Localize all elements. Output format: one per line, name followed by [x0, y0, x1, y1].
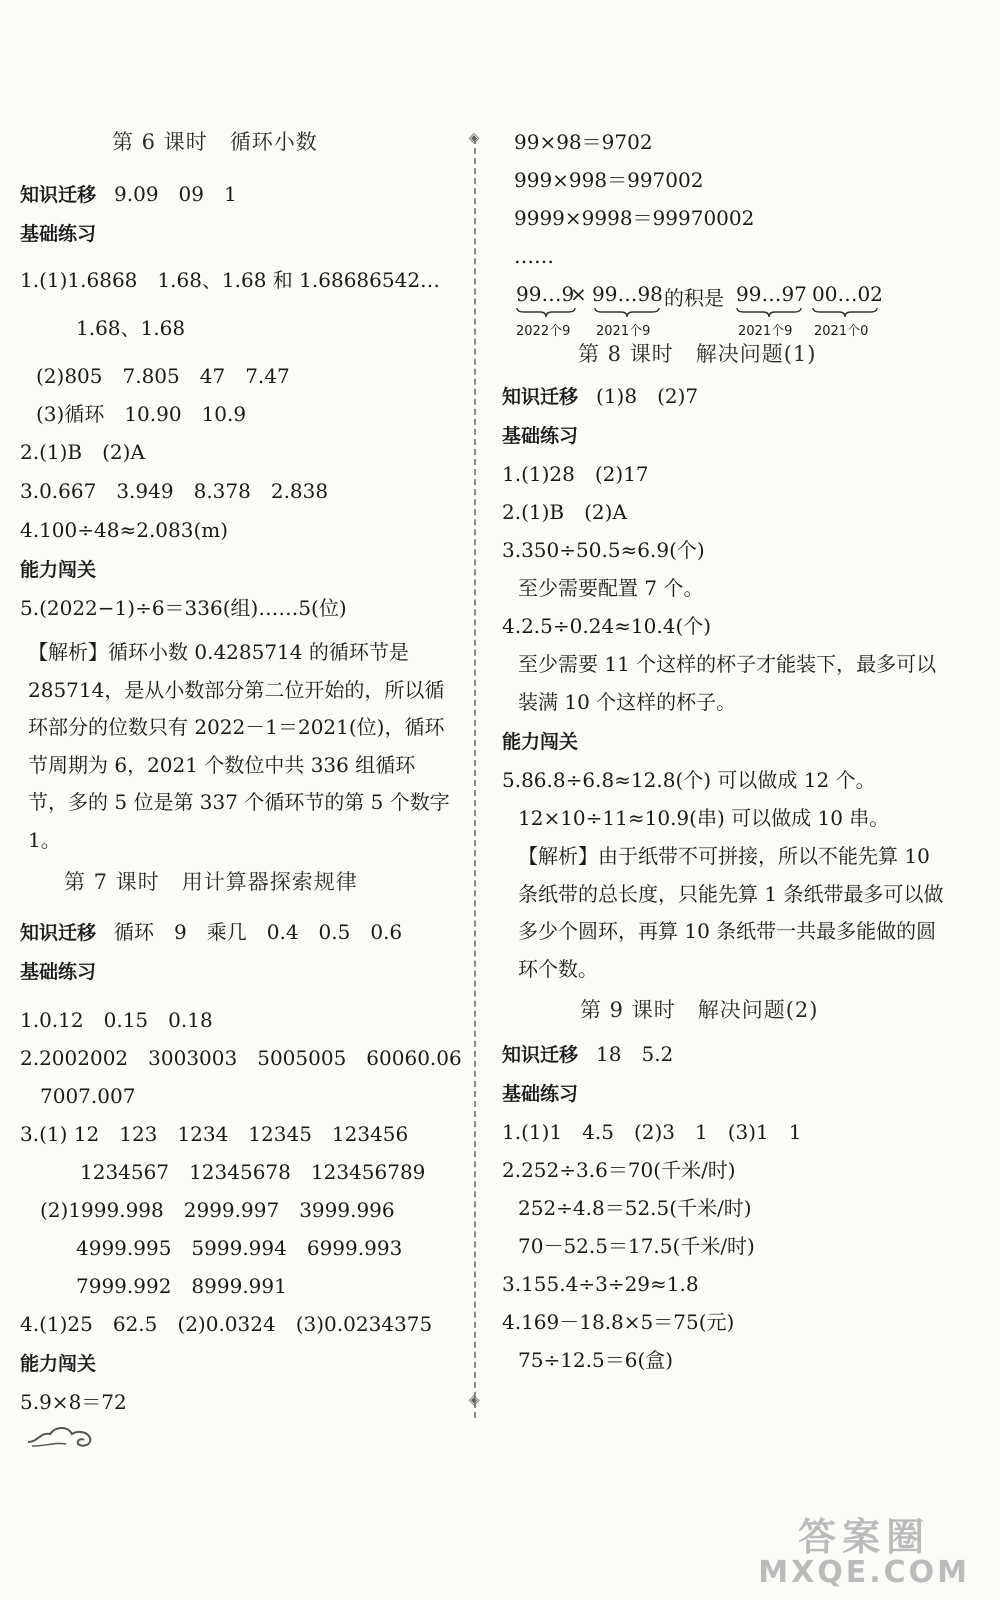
l9-q2-3: 70－52.5＝17.5(千米/时) [518, 1234, 755, 1258]
l7-basic-label: 基础练习 [20, 961, 97, 983]
l8-ability-label: 能力闯关 [502, 731, 579, 753]
cloud-ornament-icon [26, 1424, 96, 1450]
l6-q1a: 1.(1)1.6868 1.68、1.68 和 1.68686542… [20, 268, 441, 292]
r2: 999×998＝997002 [514, 168, 704, 192]
l7-knowledge: 知识迁移 循环 9 乘几 0.4 0.5 0.6 [20, 920, 403, 944]
l9-basic-label: 基础练习 [502, 1083, 579, 1105]
l9-q1: 1.(1)1 4.5 (2)3 1 (3)1 1 [502, 1120, 802, 1144]
l7-q3b: (2)1999.998 2999.997 3999.996 [40, 1198, 395, 1222]
l9-q2: 2.252÷3.6＝70(千米/时) [502, 1158, 736, 1182]
l8-q1: 1.(1)28 (2)17 [502, 462, 649, 486]
r3: 9999×9998＝99970002 [514, 206, 755, 230]
l8-q3: 3.350÷50.5≈6.9(个) [502, 538, 705, 562]
l6-analysis: 【解析】循环小数 0.4285714 的循环节是 285714，是从小数部分第二位开始的，所以循环部分的位数只有 2022－1＝2021(位)，循环节周期为 6，2021 个数位中共 336 组循环节，多的 5 位是第 337 个循环节的第 5 个数字 1。 [28, 640, 450, 852]
l8-q4-2: 至少需要 11 个这样的杯子才能装下，最多可以装满 10 个这样的杯子。 [518, 652, 937, 714]
lesson6-title: 第 6 课时 循环小数 [112, 130, 318, 154]
l8-basic-label: 基础练习 [502, 425, 579, 447]
l7-q4: 4.(1)25 62.5 (2)0.0324 (3)0.0234375 [20, 1312, 433, 1336]
l8-q5: 5.86.8÷6.8≈12.8(个) 可以做成 12 个。 [502, 768, 876, 792]
l6-q3: 3.0.667 3.949 8.378 2.838 [20, 479, 329, 503]
l8-q5-2: 12×10÷11≈10.9(串) 可以做成 10 串。 [518, 806, 890, 830]
knowledge-label: 知识迁移 [20, 184, 97, 206]
l7-q3b-2: 4999.995 5999.994 6999.993 [76, 1236, 403, 1260]
l9-q3: 3.155.4÷3÷29≈1.8 [502, 1272, 699, 1296]
l6-ability-label: 能力闯关 [20, 559, 97, 581]
l6-q1c: (3)循环 10.90 10.9 [36, 402, 247, 426]
l6-knowledge: 知识迁移 9.09 09 1 [20, 182, 237, 206]
l8-q4: 4.2.5÷0.24≈10.4(个) [502, 614, 712, 638]
l8-q3-2: 至少需要配置 7 个。 [518, 576, 704, 600]
watermark [758, 1506, 970, 1590]
l6-q1b: (2)805 7.805 47 7.47 [36, 364, 290, 388]
lesson7-title: 第 7 课时 用计算器探索规律 [64, 870, 358, 894]
underbrace-icon [516, 306, 576, 318]
l7-q2-2: 7007.007 [40, 1084, 136, 1108]
underbrace-icon [594, 306, 660, 318]
l7-q5: 5.9×8＝72 [20, 1390, 127, 1414]
l8-q2: 2.(1)B (2)A [502, 500, 627, 524]
l8-knowledge: 知识迁移 (1)8 (2)7 [502, 384, 699, 408]
l7-q1: 1.0.12 0.15 0.18 [20, 1008, 213, 1032]
divider-ornament-top: ◈ [468, 130, 480, 146]
knowledge-label: 知识迁移 [20, 922, 97, 944]
divider-ornament-bottom: ◈ [468, 1392, 480, 1408]
l7-q3b-3: 7999.992 8999.991 [76, 1274, 287, 1298]
l6-q4: 4.100÷48≈2.083(m) [20, 518, 229, 542]
r4: …… [514, 244, 554, 268]
l7-q3a: 3.(1) 12 123 1234 12345 123456 [20, 1122, 409, 1146]
knowledge-label: 知识迁移 [502, 1044, 579, 1066]
watermark-url: MXQE.COM [758, 1555, 970, 1590]
l6-q5: 5.(2022−1)÷6＝336(组)……5(位) [20, 596, 347, 620]
watermark-logo-text: 答案圈 [798, 1515, 931, 1559]
l7-q2: 2.2002002 3003003 5005005 60060.06 [20, 1046, 462, 1070]
l8-analysis: 【解析】由于纸带不可拼接，所以不能先算 10 条纸带的总长度，只能先算 1 条纸带最多可以做多少个圆环，再算 10 条纸带一共最多能做的圆环个数。 [518, 844, 944, 981]
r1: 99×98＝9702 [514, 130, 653, 154]
l9-q4: 4.169－18.8×5＝75(元) [502, 1310, 735, 1334]
l7-ability-label: 能力闯关 [20, 1353, 97, 1375]
l7-q3a-2: 1234567 12345678 123456789 [80, 1160, 426, 1184]
l6-q2: 2.(1)B (2)A [20, 440, 145, 464]
l9-q2-2: 252÷4.8＝52.5(千米/时) [518, 1196, 752, 1220]
underbrace-icon [736, 306, 802, 318]
column-divider [474, 138, 476, 1418]
l6-q1a-2: 1.68、1.68 [76, 316, 186, 340]
lesson9-title: 第 9 课时 解决问题(2) [580, 998, 819, 1022]
lesson8-title: 第 8 课时 解决问题(1) [578, 342, 817, 366]
knowledge-label: 知识迁移 [502, 386, 579, 408]
underbrace-icon [812, 306, 878, 318]
l9-q4-2: 75÷12.5＝6(盒) [518, 1348, 674, 1372]
l6-basic-label: 基础练习 [20, 223, 97, 245]
l9-knowledge: 知识迁移 18 5.2 [502, 1042, 674, 1066]
